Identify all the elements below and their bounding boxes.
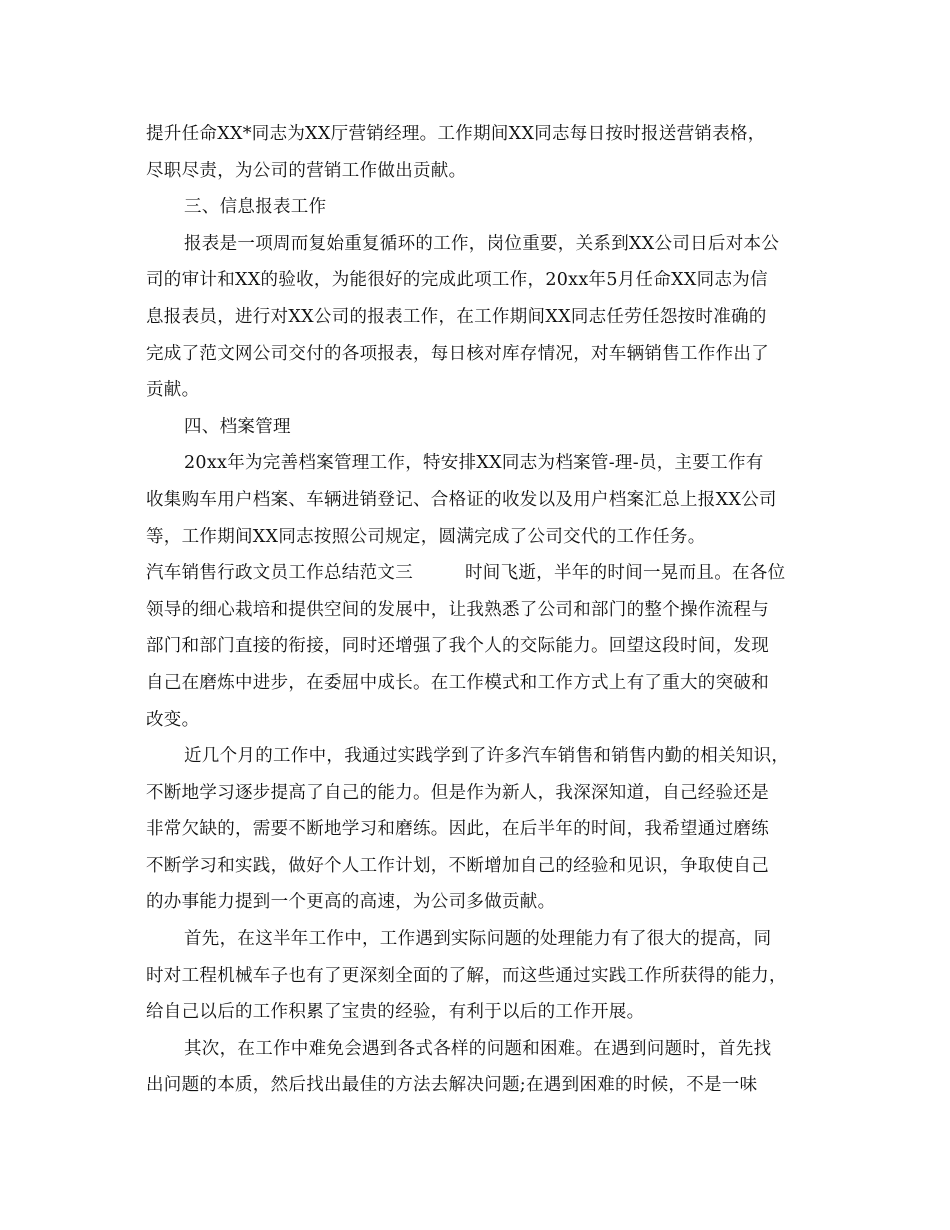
document-page <box>146 116 808 1104</box>
text-line: 不断学习和实践，做好个人工作计划，不断增加自己的经验和见识，争取使自己 <box>146 855 769 876</box>
text-line: 其次，在工作中难免会遇到各式各样的问题和困难。在遇到问题时，首先找 <box>184 1038 772 1059</box>
text-line: 首先，在这半年工作中，工作遇到实际问题的处理能力有了很大的提高，同 <box>184 929 772 950</box>
text-line: 提升任命XX*同志为XX厅营销经理。工作期间XX同志每日按时报送营销表格， <box>146 124 766 144</box>
text-line: 出问题的本质，然后找出最佳的方法去解决问题;在遇到困难的时候，不是一味 <box>146 1075 758 1096</box>
text-line: 时对工程机械车子也有了更深刻全面的了解，而这些通过实践工作所获得的能力， <box>146 965 787 986</box>
text-line: 报表是一项周而复始重复循环的工作，岗位重要，关系到XX公司日后对本公 <box>184 233 780 254</box>
text-line: 部门和部门直接的衔接，同时还增强了我个人的交际能力。回望这段时间，发现 <box>146 636 769 657</box>
text-line: 司的审计和XX的验收，为能很好的完成此项工作，20xx年5月任命XX同志为信 <box>146 270 768 291</box>
text-line: 收集购车用户档案、车辆进销登记、合格证的收发以及用户档案汇总上报XX公司 <box>146 489 777 510</box>
text-line: 息报表员，进行对XX公司的报表工作，在工作期间XX同志任劳任怨按时准确的 <box>146 306 767 327</box>
text-line: 尽职尽责，为公司的营销工作做出贡献。 <box>146 160 467 181</box>
text-line: 改变。 <box>146 709 200 730</box>
text-line: 非常欠缺的，需要不断地学习和磨练。因此，在后半年的时间，我希望通过磨练 <box>146 819 769 840</box>
text-line: 给自己以后的工作积累了宝贵的经验，有利于以后的工作开展。 <box>146 1002 645 1023</box>
article-title-line <box>146 555 808 592</box>
text-line: 自己在磨炼中进步，在委屈中成长。在工作模式和工作方式上有了重大的突破和 <box>146 672 769 693</box>
text-line: 20xx年为完善档案管理工作，特安排XX同志为档案管-理-员，主要工作有 <box>184 453 764 474</box>
section-heading: 三、信息报表工作 <box>184 197 327 218</box>
text-line: 的办事能力提到一个更高的高速，为公司多做贡献。 <box>146 892 556 913</box>
text-line: 等，工作期间XX同志按照公司规定，圆满完成了公司交代的工作任务。 <box>146 526 706 547</box>
article-title: 汽车销售行政文员工作总结范文三 <box>146 563 413 584</box>
text-line: 贡献。 <box>146 380 200 401</box>
text-line: 领导的细心栽培和提供空间的发展中，让我熟悉了公司和部门的整个操作流程与 <box>146 599 769 620</box>
text-line: 近几个月的工作中，我通过实践学到了许多汽车销售和销售内勤的相关知识， <box>184 746 790 767</box>
section-heading: 四、档案管理 <box>184 416 291 437</box>
text-line: 完成了范文网公司交付的各项报表，每日核对库存情况，对车辆销售工作作出了 <box>146 343 769 364</box>
text-line: 不断地学习逐步提高了自己的能力。但是作为新人，我深深知道，自己经验还是 <box>146 782 769 803</box>
text-run: 时间飞逝，半年的时间一晃而且。在各位 <box>465 563 786 584</box>
